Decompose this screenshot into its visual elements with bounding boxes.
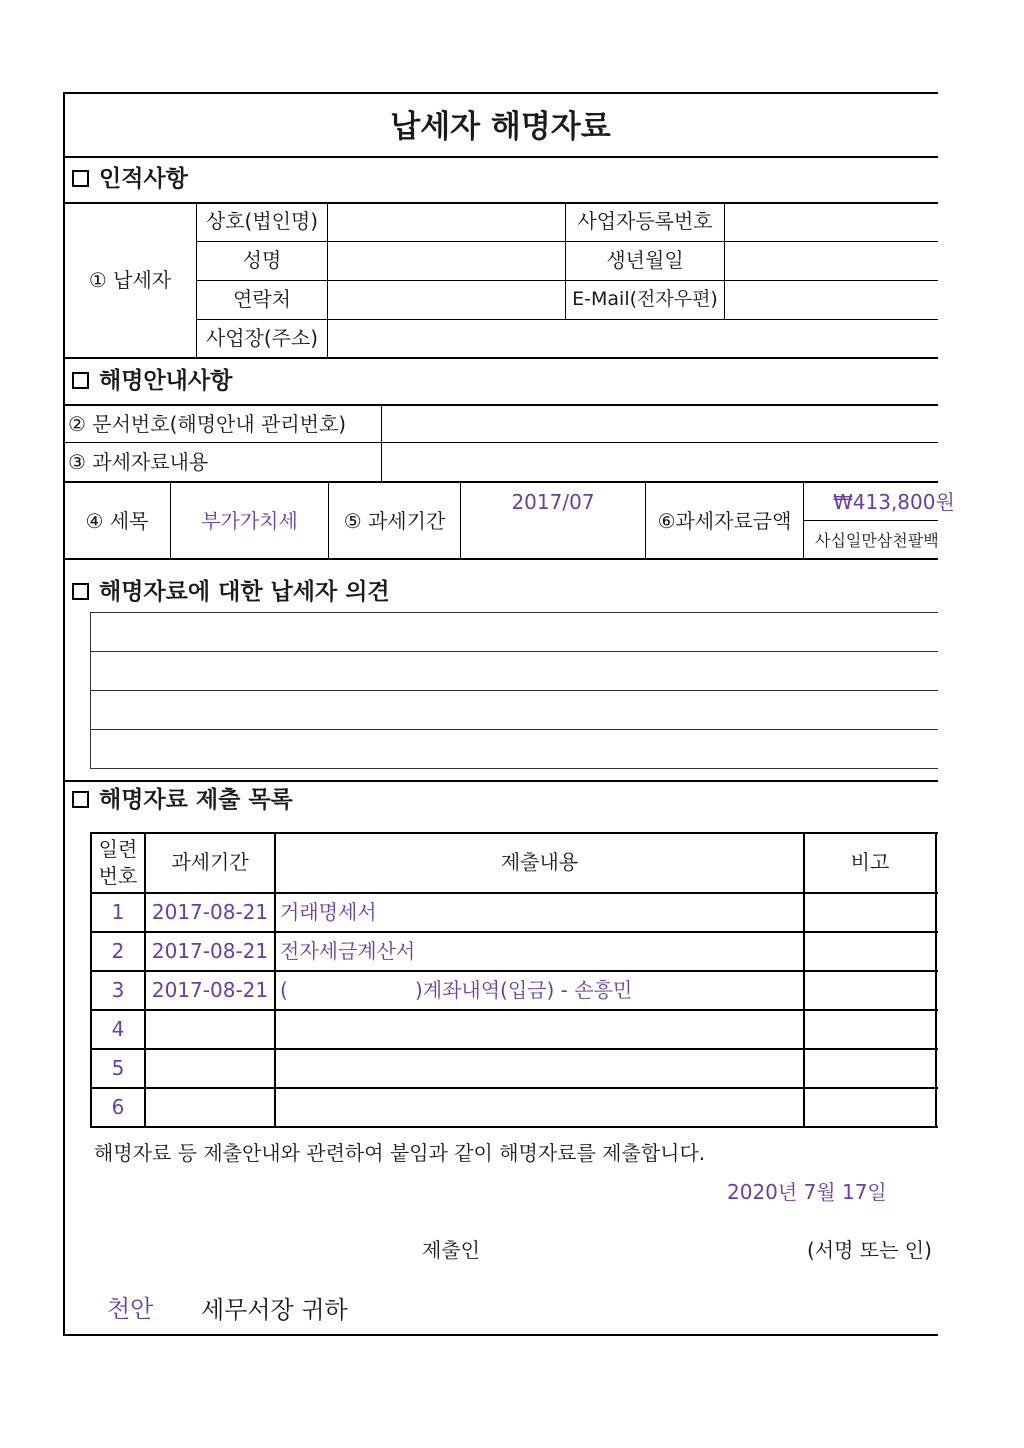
section-submission-heading: 해명자료 제출 목록 [72,788,293,812]
personal-bottom-line [63,357,938,359]
company-name-field[interactable] [332,209,560,233]
grid-line [63,442,938,443]
name-label: 성명 [242,248,282,272]
recipient: 세무서장 귀하 [201,1296,348,1324]
grid-line [196,241,938,242]
business-reg-field[interactable] [730,209,930,233]
row-content: 거래명세서 [280,900,377,924]
grid-line [196,280,938,281]
row-content: 전자세금계산서 [280,939,416,963]
tax-content-label: ③ 과세자료내용 [68,450,209,474]
section-opinion-heading: 해명자료에 대한 납세자 의견 [72,580,390,604]
submission-statement: 해명자료 등 제출안내와 관련하여 붙임과 같이 해명자료를 제출합니다. [94,1141,706,1165]
contact-field[interactable] [332,287,560,311]
tax-item-value: 부가가치세 [201,509,298,533]
header-serial: 일련 번호 [98,837,138,888]
row-content: ( )계좌내역(입금) - 손흥민 [280,978,633,1002]
tax-content-field[interactable] [388,450,928,474]
signature-label: (서명 또는 인) [807,1238,932,1262]
row-no: 2 [111,939,125,963]
table-line [90,832,938,834]
title-divider [63,156,938,158]
name-field[interactable] [332,248,560,272]
opinion-line-3[interactable] [96,697,926,721]
grid-line [196,319,938,320]
row-no: 3 [111,978,125,1002]
tax-office-name: 천안 [107,1295,154,1323]
birth-field[interactable] [730,248,930,272]
grid-line [90,729,938,730]
opinion-line-2[interactable] [96,658,926,682]
table-line [90,931,938,933]
grid-line [63,481,938,483]
header-note: 비고 [850,850,890,874]
submission-date: 2020년 7월 17일 [727,1180,887,1204]
table-line [90,1009,938,1011]
contact-label: 연락처 [233,287,291,311]
tax-amount-value: ₩413,800원 [833,490,955,514]
row-no: 6 [111,1095,125,1119]
grid-line [803,520,938,521]
table-line [90,970,938,972]
checkbox-icon [72,372,89,389]
row-period: 2017-08-21 [151,900,269,924]
grid-line [90,690,938,691]
email-label: E-Mail(전자우편) [572,288,718,310]
doc-no-label: ② 문서번호(해명안내 관리번호) [68,412,347,436]
grid-line [724,202,725,320]
tax-period-value: 2017/07 [511,490,595,514]
table-line [803,832,805,1128]
table-line [90,1087,938,1089]
frame-bottom [63,1334,938,1336]
table-line [90,1126,938,1128]
guidance-top-line [63,404,938,406]
row-period: 2017-08-21 [151,978,269,1002]
table-line [90,892,938,894]
submitter-label: 제출인 [422,1238,480,1262]
guidance-bottom-line [63,558,938,560]
frame-top [63,92,938,94]
address-field[interactable] [332,326,932,350]
taxpayer-label: ① 납세자 [88,268,172,292]
email-field[interactable] [730,287,930,311]
table-line [935,832,937,1128]
table-line [90,1048,938,1050]
page-title: 납세자 해명자료 [390,109,611,145]
checkbox-icon [72,791,89,808]
row-period: 2017-08-21 [151,939,269,963]
table-line [274,832,276,1128]
birth-label: 생년월일 [606,248,684,272]
personal-top-line [63,202,938,204]
section-guidance-heading: 해명안내사항 [72,369,232,393]
checkbox-icon [72,583,89,600]
row-no: 5 [111,1056,125,1080]
opinion-line-4[interactable] [96,736,926,760]
tax-amount-label: ⑥과세자료금액 [657,509,792,533]
header-content: 제출내용 [500,850,579,874]
tax-item-label: ④ 세목 [85,509,149,533]
tax-amount-korean: 사십일만삼천팔백 [815,531,939,550]
row-no: 4 [111,1017,125,1041]
opinion-line-1[interactable] [96,619,926,643]
address-label: 사업장(주소) [205,326,319,350]
section-personal-heading: 인적사항 [72,167,188,191]
checkbox-icon [72,170,89,187]
tax-period-label: ⑤ 과세기간 [343,509,446,533]
business-reg-label: 사업자등록번호 [577,209,713,233]
grid-line [381,404,382,482]
company-name-label: 상호(법인명) [205,209,319,233]
row-no: 1 [111,900,125,924]
doc-no-field[interactable] [388,412,928,436]
header-period: 과세기간 [171,850,249,874]
grid-line [90,651,938,652]
opinion-bottom-line [63,780,938,782]
